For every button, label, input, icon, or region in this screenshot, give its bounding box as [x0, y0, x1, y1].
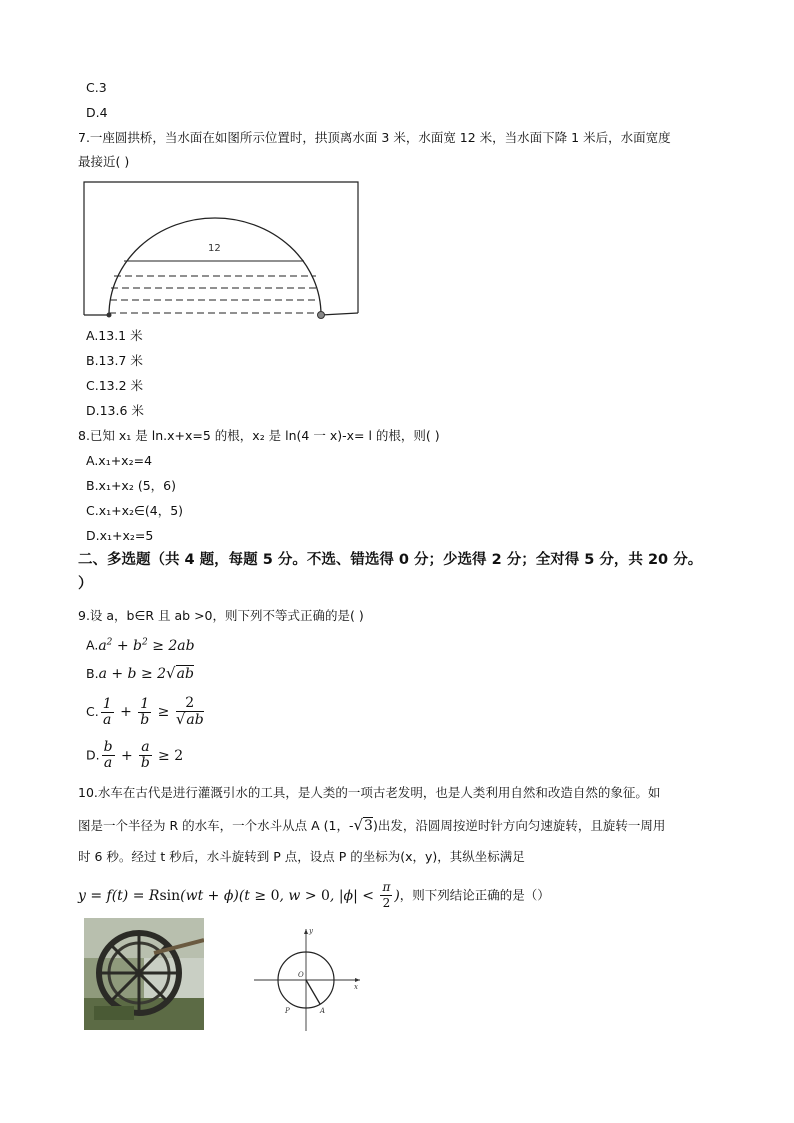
q10-formula: y = f(t) = Rsin(wt + ϕ)(t ≥ 0, w > 0, |ϕ| < $\frac{\pi}{2}$ ) [78, 880, 400, 910]
q9-option-c: C. $\frac{1}{a}$ + $\frac{1}{b}$ ≥ $\frac{2}{√ab}$ [86, 695, 204, 728]
q10-formula-line: y = f(t) = Rsin(wt + ϕ)(t ≥ 0, w > 0, |ϕ| < $\frac{\pi}{2}$ )，则下列结论正确的是（） [78, 880, 550, 910]
label-a: A [320, 1007, 326, 1015]
q7-option-d: D.13.6 米 [86, 403, 144, 418]
q7-option-b: B.13.7 米 [86, 353, 143, 368]
label-y: y [309, 927, 313, 935]
water-wheel-photo [84, 918, 204, 1030]
option-c-prev: C.3 [86, 80, 107, 95]
q10-stem-line3: 时 6 秒。经过 t 秒后，水斗旋转到 P 点，设点 P 的坐标为(x，y)，其纵坐标满足 [78, 849, 525, 864]
q8-stem: 8.已知 x₁ 是 ln.x+x=5 的根，x₂ 是 ln(4 一 x)-x= l 的根，则( ) [78, 428, 440, 443]
q9-option-d: D. $\frac{b}{a}$ + $\frac{a}{b}$ ≥ 2 [86, 739, 184, 771]
q7-stem-line1: 7.一座圆拱桥，当水面在如图所示位置时，拱顶离水面 3 米，水面宽 12 米，当水面下降 1 米后，水面宽度 [78, 130, 671, 145]
q7-option-c: C.13.2 米 [86, 378, 144, 393]
radius-oa [306, 980, 320, 1004]
label-o: O [298, 971, 304, 979]
label-x: x [354, 983, 358, 991]
q9-option-a: $A.a^2 + b^2 \ge 2ab$ [86, 637, 195, 654]
q7-option-a: A.13.1 米 [86, 328, 143, 343]
q10-stem-line1: 10.水车在古代是进行灌溉引水的工具，是人类的一项古老发明，也是人类利用自然和改造自然的象征。如 [78, 785, 661, 800]
q7-stem-line2: 最接近( ) [78, 154, 130, 169]
section2-heading-line2: ） [78, 576, 93, 592]
q8-option-d: D.x₁+x₂=5 [86, 528, 154, 543]
section2-heading-line1: 二、多选题（共 4 题，每题 5 分。不选、错选得 0 分；少选得 2 分；全对得 5 分，共 20 分。 [78, 552, 703, 568]
q8-option-b: B.x₁+x₂ (5，6) [86, 478, 176, 493]
q9-option-b: B.a + b ≥ 2√ab [86, 664, 194, 682]
option-d-prev: D.4 [86, 105, 108, 120]
width-label: 12 [208, 243, 221, 254]
q8-option-a: A.x₁+x₂=4 [86, 453, 153, 468]
unit-circle-diagram [252, 925, 364, 1033]
label-p: P [285, 1007, 290, 1015]
arch-bridge-figure [80, 178, 362, 323]
q10-stem-line2: 图是一个半径为 R 的水车，一个水斗从点 A (1，-√3)出发，沿圆周按逆时针方向匀速旋转，且旋转一周用 [78, 816, 666, 834]
q9-stem: 9.设 a，b∈R 且 ab >0，则下列不等式正确的是( ) [78, 608, 364, 623]
q8-option-c: C.x₁+x₂∈(4，5) [86, 503, 184, 518]
